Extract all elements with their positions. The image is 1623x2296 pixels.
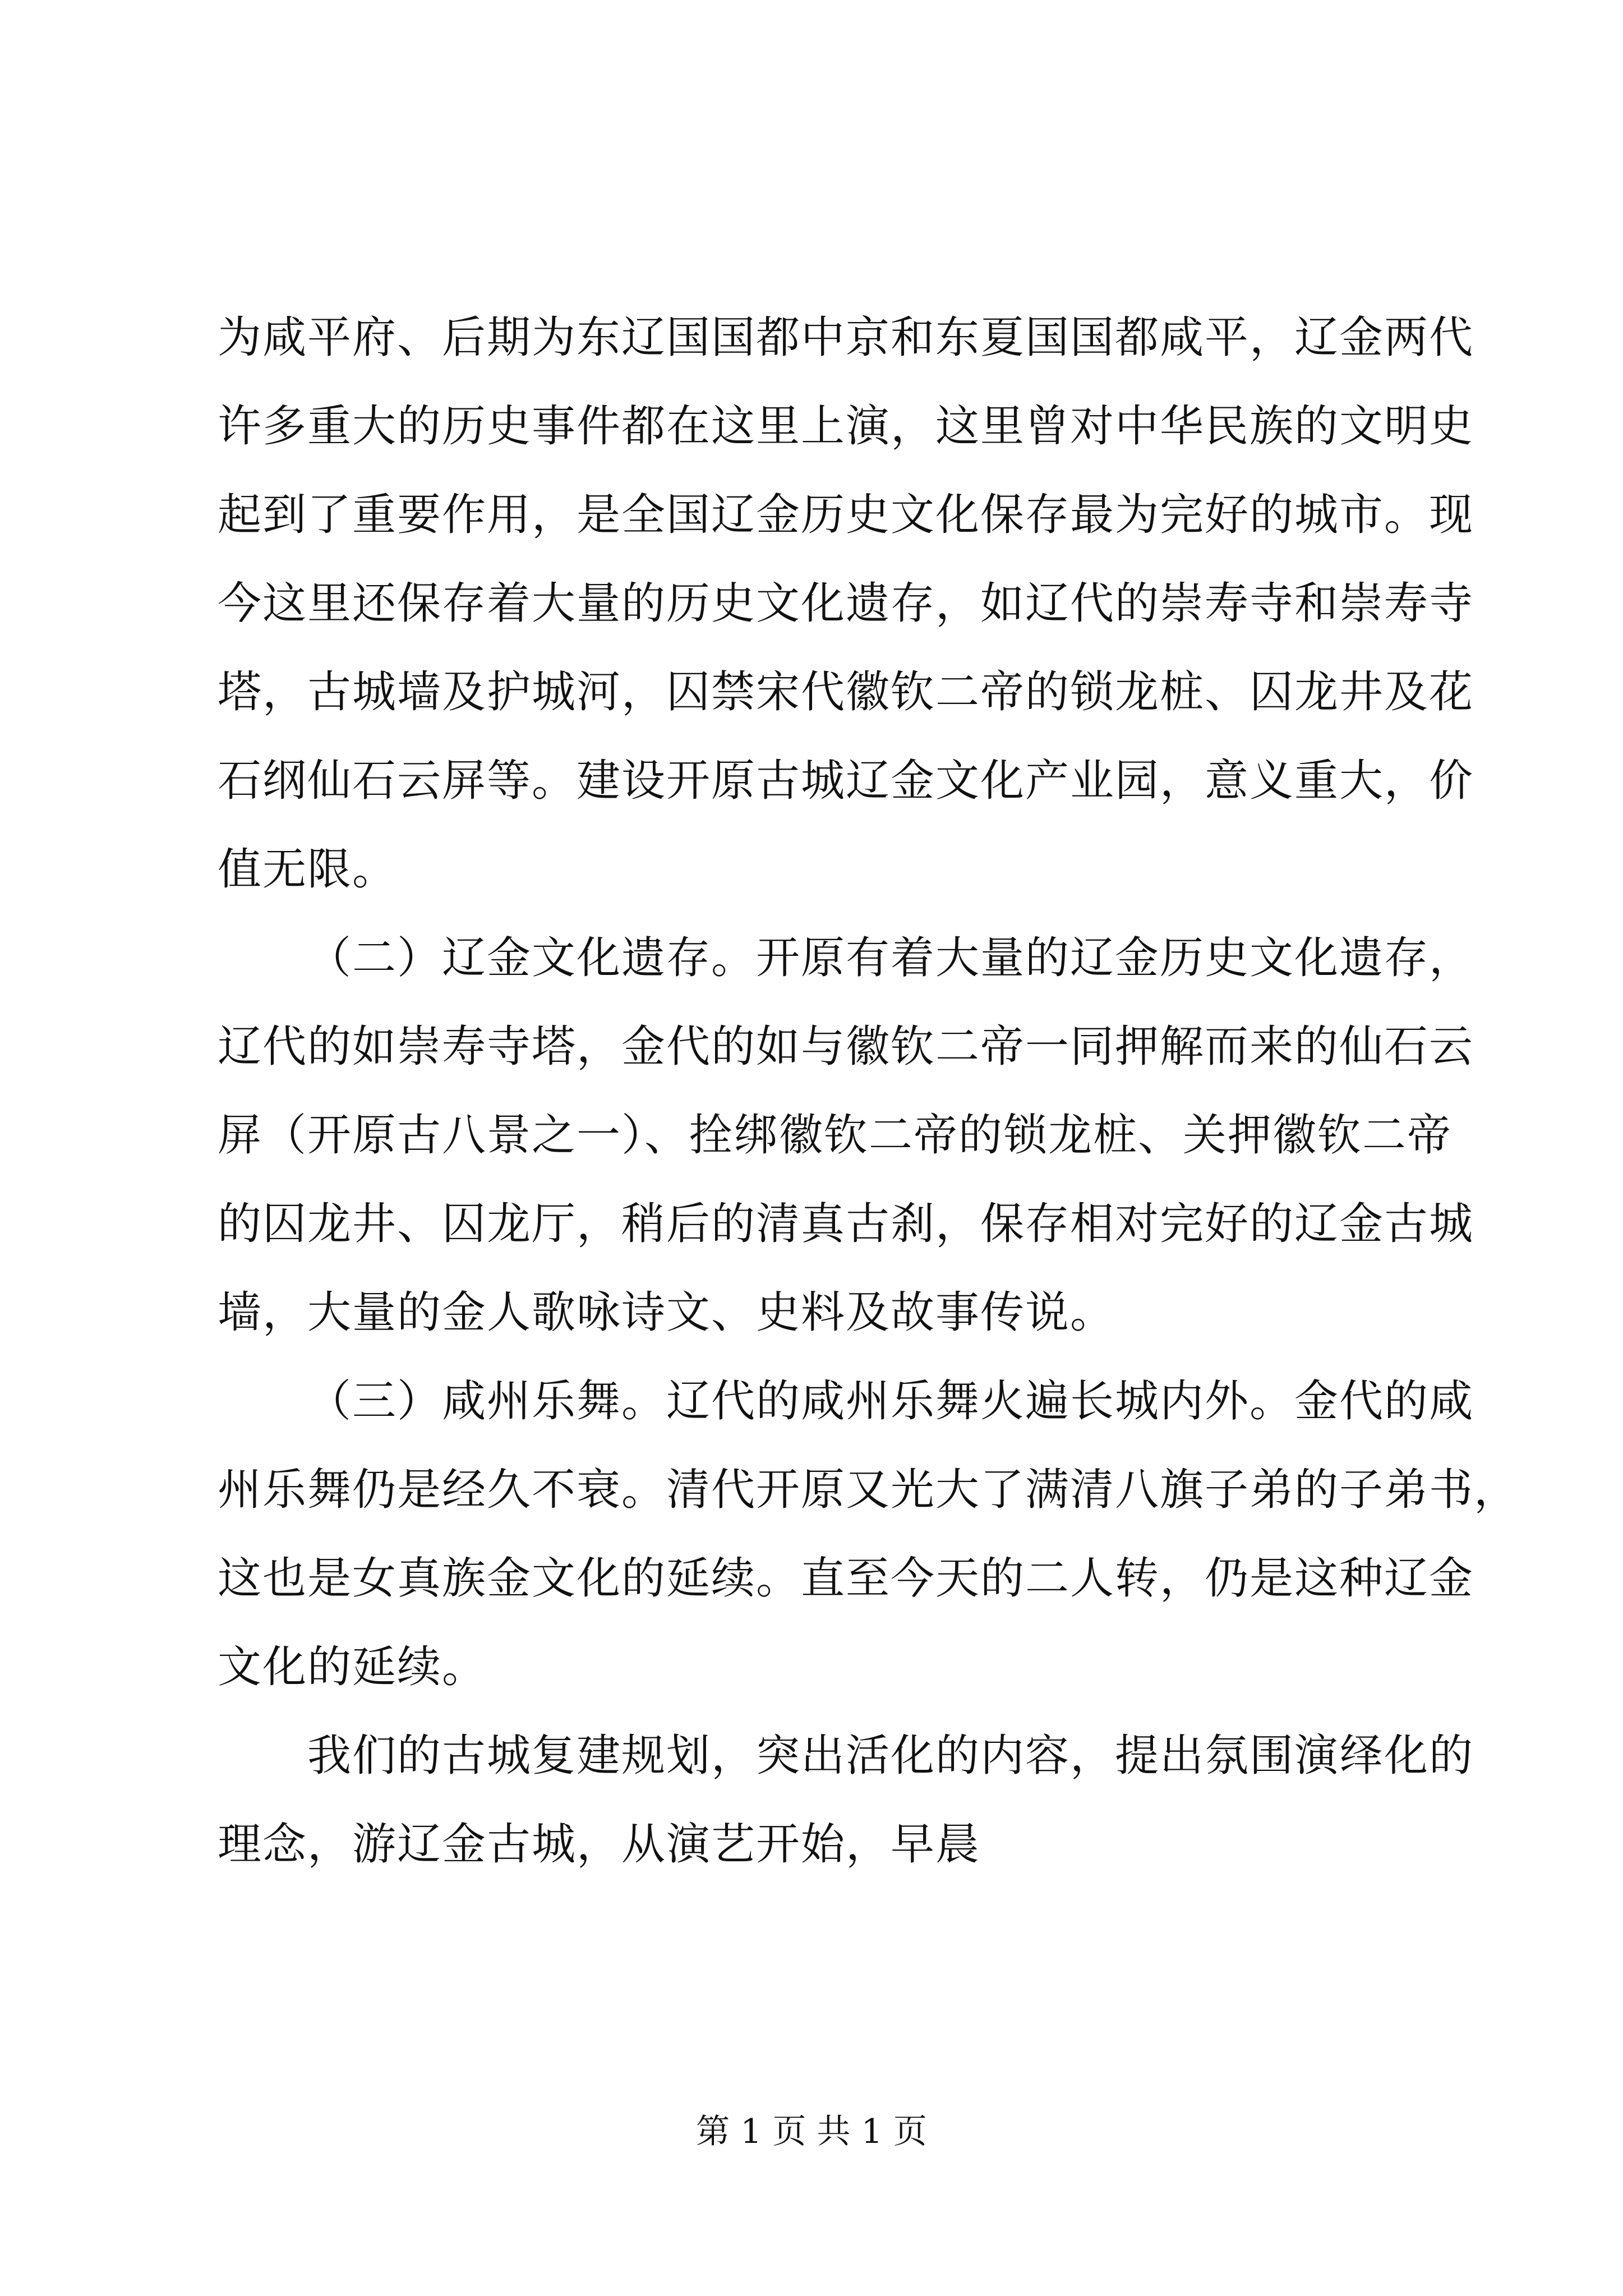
text-line: 州乐舞仍是经久不衰。清代开原又光大了满清八旗子弟的子弟书， [218,1465,1519,1515]
paragraph-first-line: （二）辽金文化遗存。开原有着大量的辽金历史文化遗存， [307,933,1474,983]
text-line: 理念，游辽金古城，从演艺开始，早晨 [218,1819,981,1870]
paragraph-first-line: 我们的古城复建规划，突出活化的内容，提出氛围演绎化的 [307,1731,1474,1781]
text-line: 今这里还保存着大量的历史文化遗存，如辽代的崇寿寺和崇寿寺 [218,578,1474,629]
page-footer: 第 1 页 共 1 页 [696,2112,927,2151]
text-line: 为咸平府、后期为东辽国国都中京和东夏国国都咸平，辽金两代 [218,312,1474,363]
text-line: 屏（开原古八景之一）、拴绑徽钦二帝的锁龙桩、关押徽钦二帝 [218,1110,1453,1161]
text-line: 值无限。 [218,844,398,895]
text-line: 文化的延续。 [218,1642,487,1692]
text-line: 许多重大的历史事件都在这里上演，这里曾对中华民族的文明史 [218,401,1474,452]
paragraph-first-line: （三）咸州乐舞。辽代的咸州乐舞火遍长城内外。金代的咸 [307,1376,1474,1427]
text-line: 起到了重要作用，是全国辽金历史文化保存最为完好的城市。现 [218,490,1474,540]
text-line: 辽代的如崇寿寺塔，金代的如与徽钦二帝一同押解而来的仙石云 [218,1022,1474,1072]
text-line: 塔，古城墙及护城河，囚禁宋代徽钦二帝的锁龙桩、囚龙井及花 [218,667,1474,717]
text-line: 墙，大量的金人歌咏诗文、史料及故事传说。 [218,1287,1115,1338]
text-line: 石纲仙石云屏等。建设开原古城辽金文化产业园，意义重大，价 [218,756,1474,806]
text-line: 这也是女真族金文化的延续。直至今天的二人转，仍是这种辽金 [218,1553,1474,1604]
text-line: 的囚龙井、囚龙厅，稍后的清真古刹，保存相对完好的辽金古城 [218,1199,1474,1249]
